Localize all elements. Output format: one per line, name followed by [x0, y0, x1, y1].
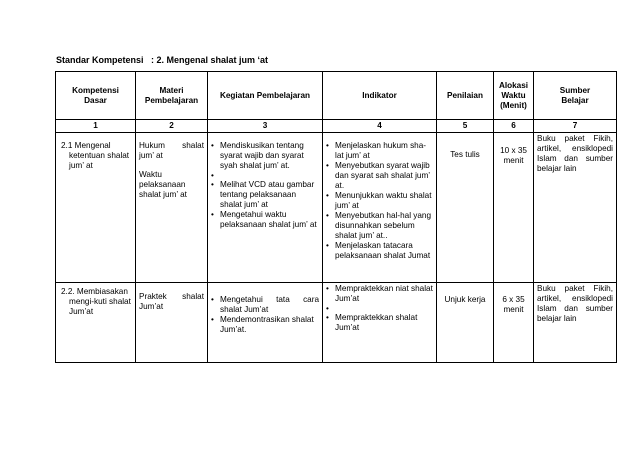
- standar-kompetensi-header: [56, 55, 269, 65]
- materi-cell: [136, 283, 208, 363]
- col-header-penilaian: Penilaian: [437, 72, 494, 120]
- materi-text: Hukum shalat jum’ at: [139, 141, 204, 160]
- alokasi-cell: [494, 283, 534, 363]
- indikator-item: • Menjelaskan hukum sha-lat jum’ at: [326, 141, 433, 161]
- kompetensi-text: 2.1 Mengenal ketentuan shalat jum’ at: [61, 141, 130, 170]
- kompetensi-text: 2.2. Membiasakan mengi-kuti shalat Jum’at: [61, 287, 131, 316]
- standar-kompetensi-label: Standar Kompetensi: [56, 55, 144, 65]
- materi-text: Praktek shalat Jum’at: [139, 292, 204, 311]
- indikator-item: • Menunjukkan waktu shalat jum’ at: [326, 191, 433, 211]
- column-number: 7: [534, 120, 617, 133]
- kegiatan-item: • Mengetahui tata cara shalat Jum’at: [211, 295, 319, 315]
- sumber-cell: [534, 133, 617, 283]
- column-number: 1: [56, 120, 136, 133]
- indikator-item: • Menyebutkan syarat wajib dan syarat sah shalat jum’ at.: [326, 161, 433, 191]
- penilaian-cell: [437, 133, 494, 283]
- column-number: 5: [437, 120, 494, 133]
- column-number: 4: [323, 120, 437, 133]
- kegiatan-item: • Mendiskusikan tentang syarat wajib dan syarat syah shalat jum’ at.: [211, 141, 319, 171]
- standar-kompetensi-value: : 2. Mengenal shalat jum ‘at: [151, 55, 269, 65]
- kegiatan-item: • Mengetahui waktu pelaksanaan shalat jum’ at: [211, 210, 319, 230]
- column-number: 2: [136, 120, 208, 133]
- indikator-item: • Mempraktekkan shalat Jum’at: [326, 313, 433, 333]
- materi-cell: [136, 133, 208, 283]
- indikator-cell: [323, 283, 437, 363]
- indikator-item: • Mempraktekkan niat shalat Jum’at: [326, 284, 433, 304]
- alokasi-text: 10 x 35 menit: [500, 146, 527, 165]
- penilaian-text: Unjuk kerja: [444, 295, 486, 304]
- sumber-cell: [534, 283, 617, 363]
- col-header-materi: Materi Pembelajaran: [136, 72, 208, 120]
- kegiatan-item: • Mendemontrasikan shalat Jum’at.: [211, 315, 319, 335]
- column-number-row: [56, 120, 617, 133]
- penilaian-text: Tes tulis: [450, 150, 480, 159]
- col-header-sumber: Sumber Belajar: [534, 72, 617, 120]
- indikator-item: • Menjelaskan tatacara pelaksanaan shalat Jumat: [326, 241, 433, 261]
- syllabus-table: [55, 71, 617, 363]
- indikator-cell: [323, 133, 437, 283]
- kegiatan-cell: [208, 133, 323, 283]
- kegiatan-cell: [208, 283, 323, 363]
- kegiatan-item: • Melihat VCD atau gambar tentang pelaksanaan shalat jum’ at: [211, 180, 319, 210]
- column-number: 6: [494, 120, 534, 133]
- kompetensi-cell: [56, 133, 136, 283]
- col-header-alokasi: Alokasi Waktu (Menit): [494, 72, 534, 120]
- sumber-text: Buku paket Fikih, artikel, ensiklopedi Islam dan sumber belajar lain: [537, 134, 613, 173]
- kompetensi-cell: [56, 283, 136, 363]
- column-number: 3: [208, 120, 323, 133]
- table-row: [56, 133, 617, 283]
- sumber-text: Buku paket Fikih, artikel, ensiklopedi Islam dan sumber belajar lain: [537, 284, 613, 323]
- materi-text: Waktu pelaksanaan shalat jum’ at: [139, 170, 187, 199]
- penilaian-cell: [437, 283, 494, 363]
- col-header-indikator: Indikator: [323, 72, 437, 120]
- alokasi-cell: [494, 133, 534, 283]
- header-row: [56, 72, 617, 120]
- alokasi-text: 6 x 35 menit: [502, 295, 525, 314]
- col-header-kompetensi: Kompetensi Dasar: [56, 72, 136, 120]
- indikator-item: • Menyebutkan hal-hal yang disunnahkan sebelum shalat jum’ at..: [326, 211, 433, 241]
- table-row: [56, 283, 617, 363]
- col-header-kegiatan: Kegiatan Pembelajaran: [208, 72, 323, 120]
